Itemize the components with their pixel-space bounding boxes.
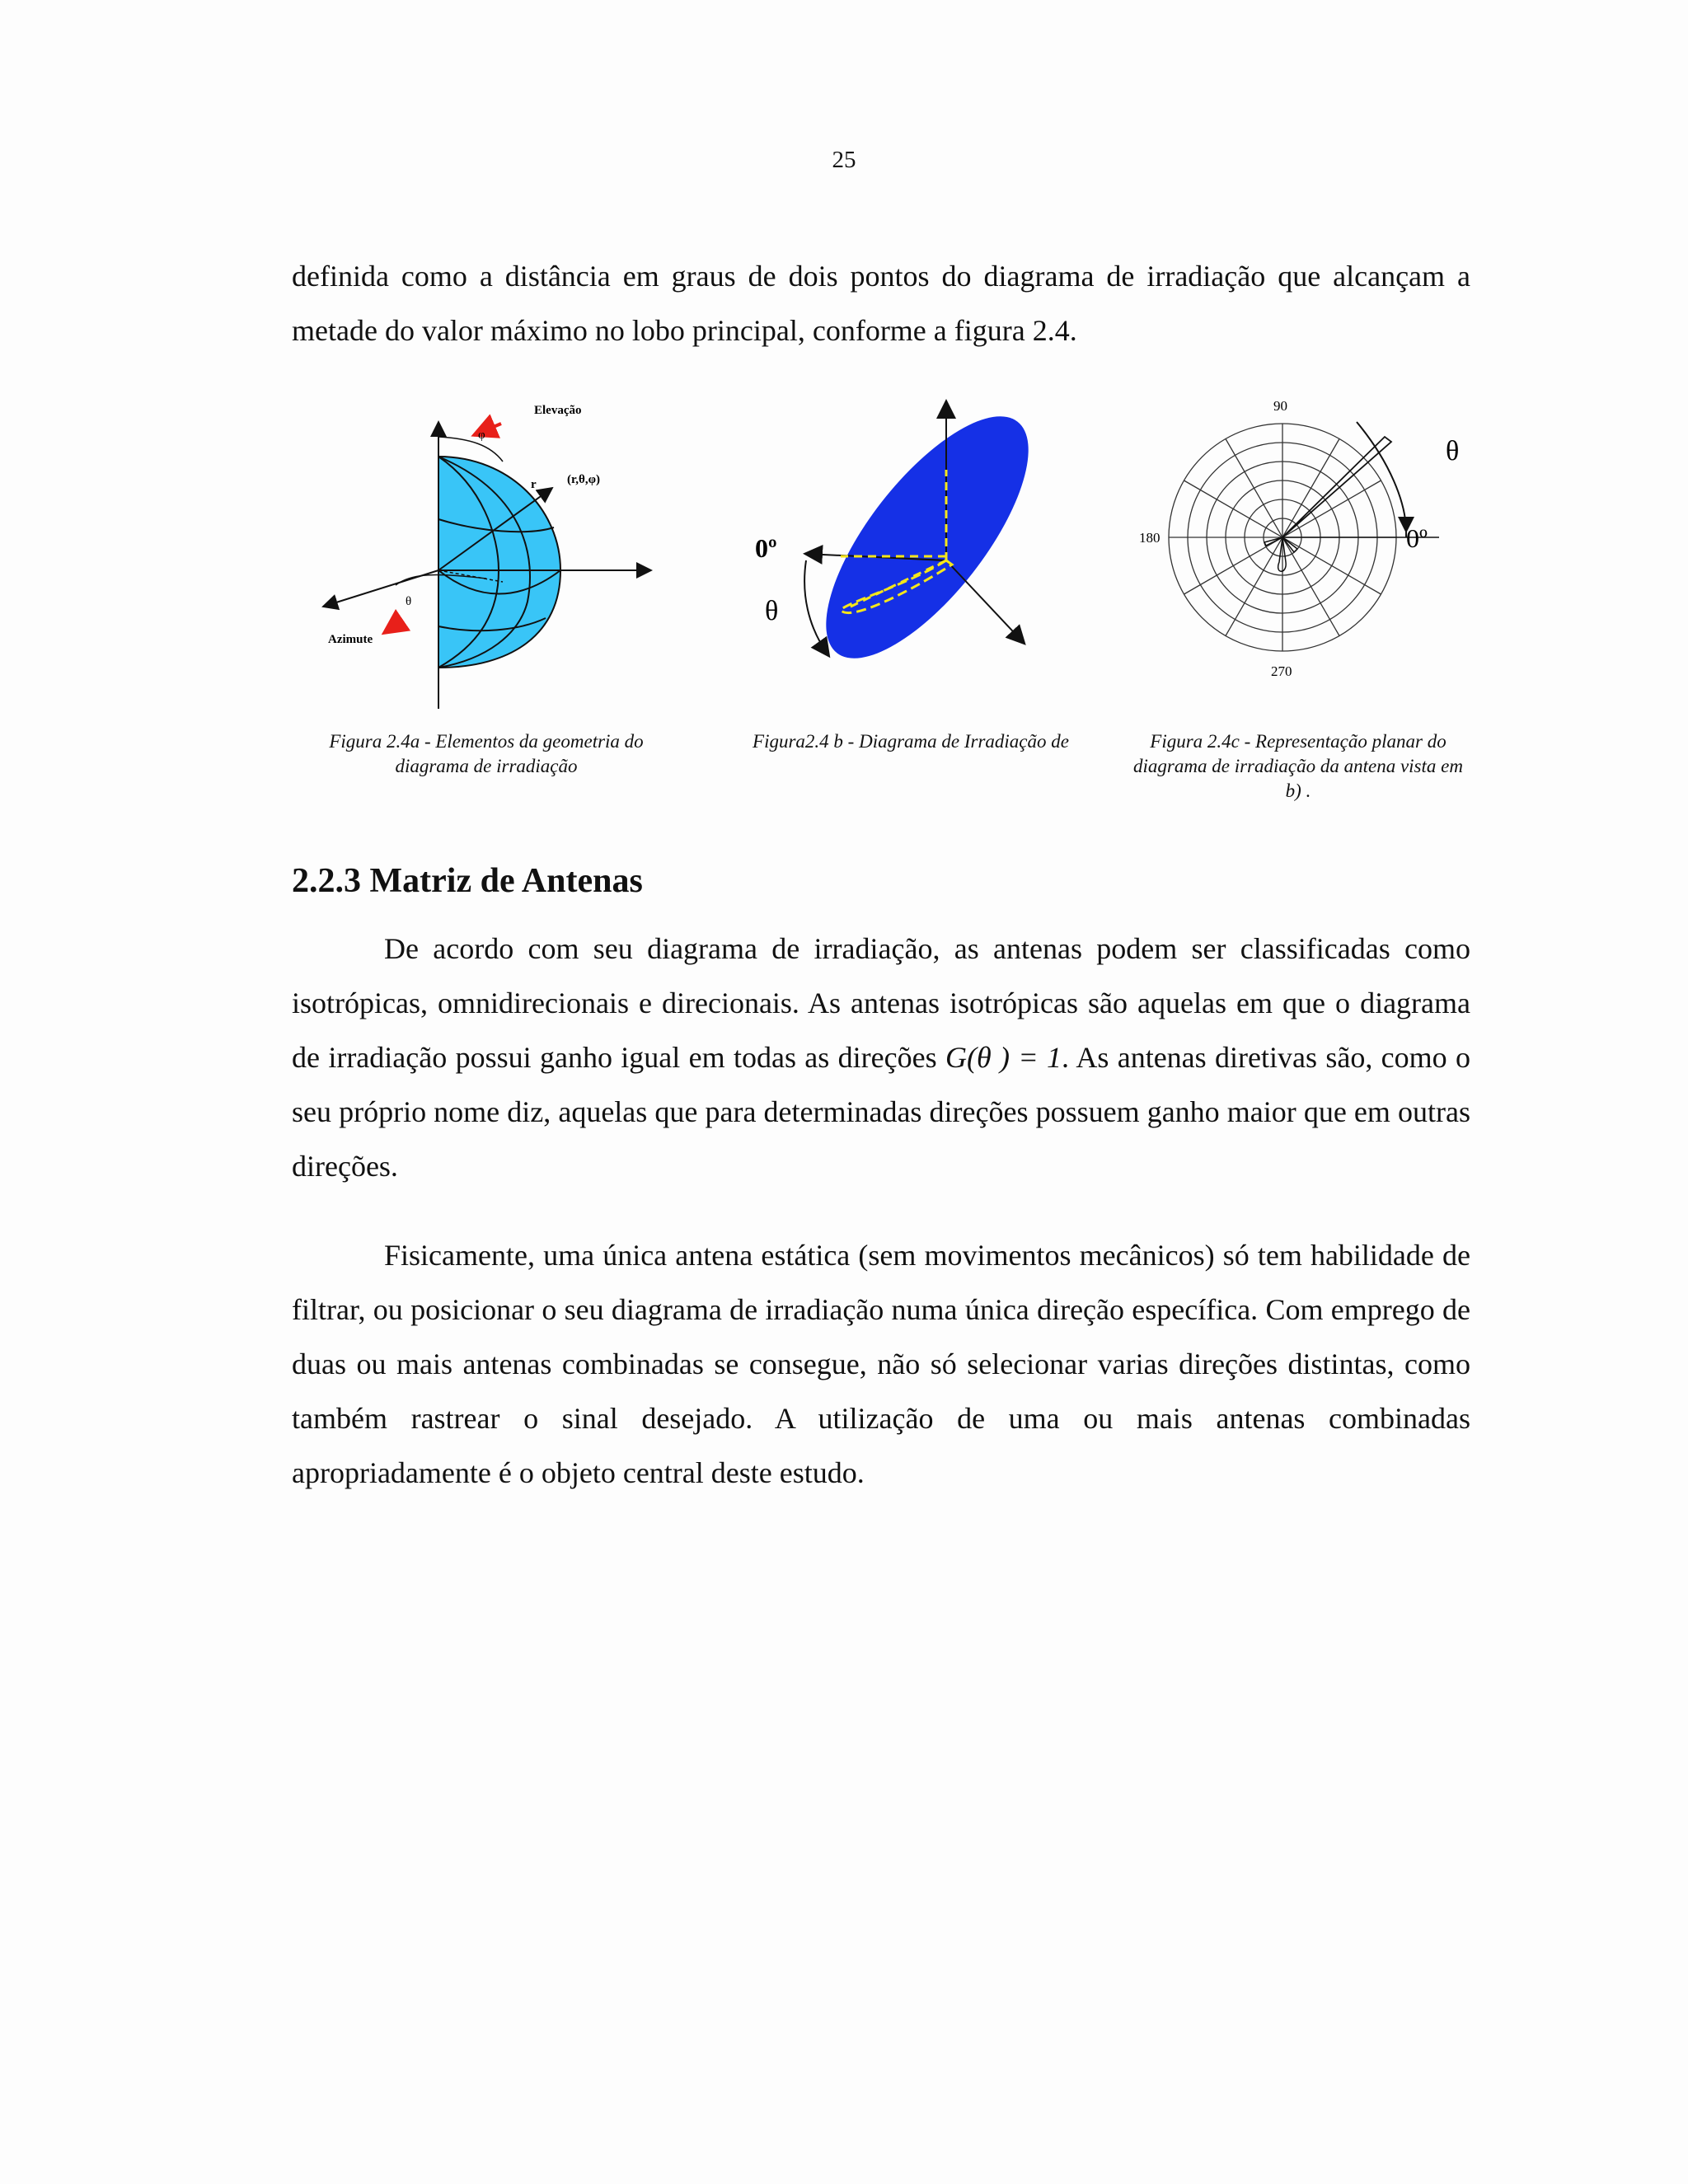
label-theta-c: θ <box>1446 436 1460 466</box>
page-number: 25 <box>832 147 856 173</box>
figure-2-4c-polar-plot <box>1129 387 1475 684</box>
label-zero-c: 0º <box>1406 523 1428 553</box>
paragraph-intro: definida como a distância em graus de dois pontos do diagrama de irradiação que alcançam a metade do valor máximo no lobo principal, conforme a figura 2.4. <box>292 260 1470 347</box>
caption-figure-2-4b: Figura2.4 b - Diagrama de Irradiação de <box>753 731 1069 752</box>
caption-figure-2-4a: Figura 2.4a - Elementos da geometria do diagrama de irradiação <box>329 731 644 776</box>
paragraph-2-after: . As antenas diretivas são, como o seu próprio nome diz, aquelas que para determinadas direções possuem ganho maior que em outras direções. <box>292 1041 1471 1183</box>
label-r: r <box>531 478 537 491</box>
figure-2-4a-geometry <box>313 396 668 717</box>
figure-2-4b-radiation-3d <box>725 387 1055 659</box>
paragraph-2-before: De acordo com seu diagrama de irradiação, as antenas podem ser classificadas como isotrópicas, omnidirecionais e direcionais. As antenas isotrópicas são aquelas em que o diagrama de irradiação possui ganho igual em todas as direções <box>292 932 1470 1074</box>
hemisphere-shape <box>438 457 560 668</box>
label-theta-b: θ <box>765 596 779 626</box>
label-theta-a: θ <box>406 595 412 608</box>
caption-figure-2-4c: Figura 2.4c - Representação planar do diagrama de irradiação da antena vista em b) . <box>1133 731 1463 801</box>
radiation-lobe <box>791 387 1055 659</box>
paragraph-antenna-types <box>292 921 1470 1193</box>
label-270: 270 <box>1271 663 1292 679</box>
label-azimute: Azimute <box>328 633 373 646</box>
label-elevacao: Elevação <box>534 404 582 417</box>
label-90: 90 <box>1273 398 1287 414</box>
section-heading: 2.2.3 Matriz de Antenas <box>292 862 643 900</box>
label-180: 180 <box>1139 530 1160 546</box>
gain-formula: G(θ ) = 1 <box>945 1041 1062 1074</box>
paragraph-combined-antennas: Fisicamente, uma única antena estática (sem movimentos mecânicos) só tem habilidade de filtrar, ou posicionar o seu diagrama de irradiação numa única direção específica. Com emprego de duas ou mais antenas combinadas se consegue, não só selecionar varias direções distintas, como também rastrear o sinal desejado. A utilização de uma ou mais antenas combinadas apropriadamente é o objeto central deste estudo. <box>292 1239 1470 1489</box>
label-phi: φ <box>478 429 485 442</box>
label-zero-b: 0º <box>755 533 777 563</box>
label-point: (r,θ,φ) <box>567 473 600 486</box>
